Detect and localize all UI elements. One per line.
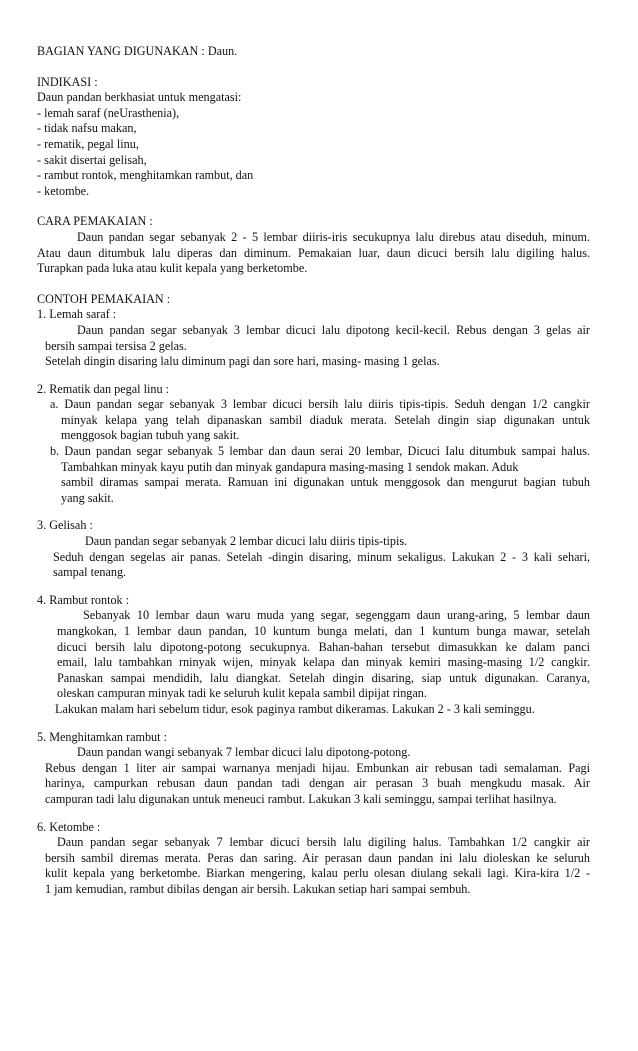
item-line: dicuci bersih lalu dipotong-potong secukupnya. Bahan-bahan tersebut dimasukkan ke dalam panci bbox=[57, 639, 590, 654]
item-title: 4. Rambut rontok : bbox=[37, 592, 130, 607]
item-line: b. Daun pandan segar sebanyak 5 lembar dan daun serai 20 lembar, Dicuci Ialu ditumbuk sampai halus. bbox=[50, 444, 590, 459]
contoh-heading: CONTOH PEMAKAIAN : bbox=[37, 291, 171, 306]
contoh-item-4 bbox=[37, 593, 590, 718]
cara-section bbox=[37, 214, 590, 276]
indikasi-item: - ketombe. bbox=[37, 183, 90, 198]
item-line: mangkokan, 1 lembar daun pandan, 10 kuntum bunga melati, dan 1 kuntum bunga mawar, setelah bbox=[57, 624, 590, 638]
item-line: minyak kelapa yang telah dipanaskan sambil diaduk merata. Setelah dingin siap digunakan untuk bbox=[61, 412, 590, 427]
item-title: 5. Menghitamkan rambut : bbox=[37, 729, 167, 744]
item-line: bersih sambil diremas merata. Peras dan saring. Air perasan daun pandan ini lalu dioleskan ke seluruh bbox=[45, 850, 590, 865]
document-page bbox=[37, 44, 590, 898]
indikasi-intro: Daun pandan berkhasiat untuk mengatasi: bbox=[37, 90, 242, 105]
indikasi-item: - sakit disertai gelisah, bbox=[37, 152, 147, 167]
indikasi-heading: INDIKASI : bbox=[37, 74, 98, 89]
bagian-line: BAGIAN YANG DIGUNAKAN : Daun. bbox=[37, 44, 238, 58]
item-line: Daun pandan segar sebanyak 7 lembar dicuci bersih lalu digiling halus. Tambahkan 1/2 cangkir air bbox=[57, 835, 590, 850]
item-line: Daun pandan wangi sebanyak 7 lembar dicuci lalu dipotong-potong. bbox=[77, 745, 411, 760]
item-title: 2. Rematik dan pegal linu : bbox=[37, 381, 170, 396]
contoh-item-3 bbox=[37, 518, 590, 580]
item-line: bersih sampai tersisa 2 gelas. bbox=[45, 338, 187, 353]
contoh-item-6 bbox=[37, 820, 590, 898]
item-line: Tambahkan minyak kayu putih dan minyak gandapura masing-masing 1 sendok makan. Aduk bbox=[61, 459, 519, 474]
item-title: 1. Lemah saraf : bbox=[37, 307, 117, 322]
indikasi-section bbox=[37, 75, 590, 200]
item-line: oleskan campuran minyak tadi ke seluruh kulit kepala sambil dipijat ringan. bbox=[57, 686, 427, 701]
item-line: harinya, campurkan rebusan daun pandan tadi dengan air perasan 3 buah mengkudu masak. Air bbox=[45, 776, 590, 791]
item-title: 3. Gelisah : bbox=[37, 518, 93, 533]
item-line: Panaskan sampai mendidih, lalu diangkat. Setelah dingin disaring, siap untuk digunakan. Caranya, bbox=[57, 670, 590, 685]
item-line: sambil diramas sampai merata. Ramuan ini digunakan untuk menggosok dan mengurut bagian tubuh bbox=[61, 475, 590, 490]
item-line: campuran tadi lalu digunakan untuk meneuci rambut. Lakukan 3 kali seminggu, sampai terlihat hasilnya. bbox=[45, 791, 557, 806]
item-line: Setelah dingin disaring lalu diminum pagi dan sore hari, masing- masing 1 gelas. bbox=[45, 354, 440, 369]
cara-line: Daun pandan segar sebanyak 2 - 5 lembar diiris-iris secukupnya lalu direbus atau diseduh, minum. bbox=[77, 229, 590, 244]
item-line: Sebanyak 10 lembar daun waru muda yang segar, segenggam daun urang-aring, 5 lembar daun bbox=[83, 608, 590, 623]
item-line: menggosok bagian tubuh yang sakit. bbox=[61, 428, 240, 443]
item-line: Rebus dengan 1 liter air sampai warnanya menjadi hijau. Embunkan air rebusan tadi semalaman. Pagi bbox=[45, 760, 590, 775]
indikasi-item: - rematik, pegal linu, bbox=[37, 136, 139, 151]
cara-line: Turapkan pada luka atau kulit kepala yang berketombe. bbox=[37, 261, 308, 276]
cara-line: Atau daun ditumbuk lalu diperas dan diminum. Pemakaian luar, daun dicuci bersih lalu digiling halus. bbox=[37, 245, 590, 260]
item-line: kulit kepala yang berketombe. Biarkan mengering, kalau perlu olesan diulang sekali lagi. Kira-kira 1/2 - bbox=[45, 866, 590, 881]
item-line: Seduh dengan segelas air panas. Setelah -dingin disaring, minum sekaligus. Lakukan 2 - 3 kali sehari, bbox=[53, 549, 590, 564]
contoh-item-1 bbox=[37, 307, 590, 369]
contoh-item-5 bbox=[37, 730, 590, 808]
indikasi-item: - lemah saraf (neUrasthenia), bbox=[37, 105, 180, 120]
item-line: Lakukan malam hari sebelum tidur, esok paginya rambut dikeramas. Lakukan 2 - 3 kali seminggu. bbox=[55, 701, 535, 716]
item-line: sampal tenang. bbox=[53, 565, 127, 580]
contoh-item-2 bbox=[37, 382, 590, 507]
cara-heading: CARA PEMAKAIAN : bbox=[37, 214, 153, 229]
item-line: yang sakit. bbox=[61, 490, 114, 505]
indikasi-item: - rambut rontok, menghitamkan rambut, dan bbox=[37, 168, 254, 183]
item-line: a. Daun pandan segar sebanyak 3 lembar dicuci bersih lalu diiris tipis-tipis. Seduh dengan 1/2 cangkir bbox=[50, 397, 590, 412]
item-line: 1 jam kemudian, rambut dibilas dengan air bersih. Lakukan setiap hari sampai sembuh. bbox=[45, 881, 471, 896]
item-line: Daun pandan segar sebanyak 3 lembar dicuci lalu dipotong kecil-kecil. Rebus dengan 3 gelas air bbox=[77, 322, 590, 337]
item-title: 6. Ketombe : bbox=[37, 819, 101, 834]
item-line: Daun pandan segar sebanyak 2 lembar dicuci lalu diiris tipis-tipis. bbox=[85, 534, 408, 549]
item-line: email, lalu tambahkan rninyak wijen, minyak kelapa dan minyak kemiri masing-masing 1/2 cangkir. bbox=[57, 655, 590, 670]
indikasi-item: - tidak nafsu makan, bbox=[37, 121, 137, 136]
contoh-section bbox=[37, 292, 590, 898]
